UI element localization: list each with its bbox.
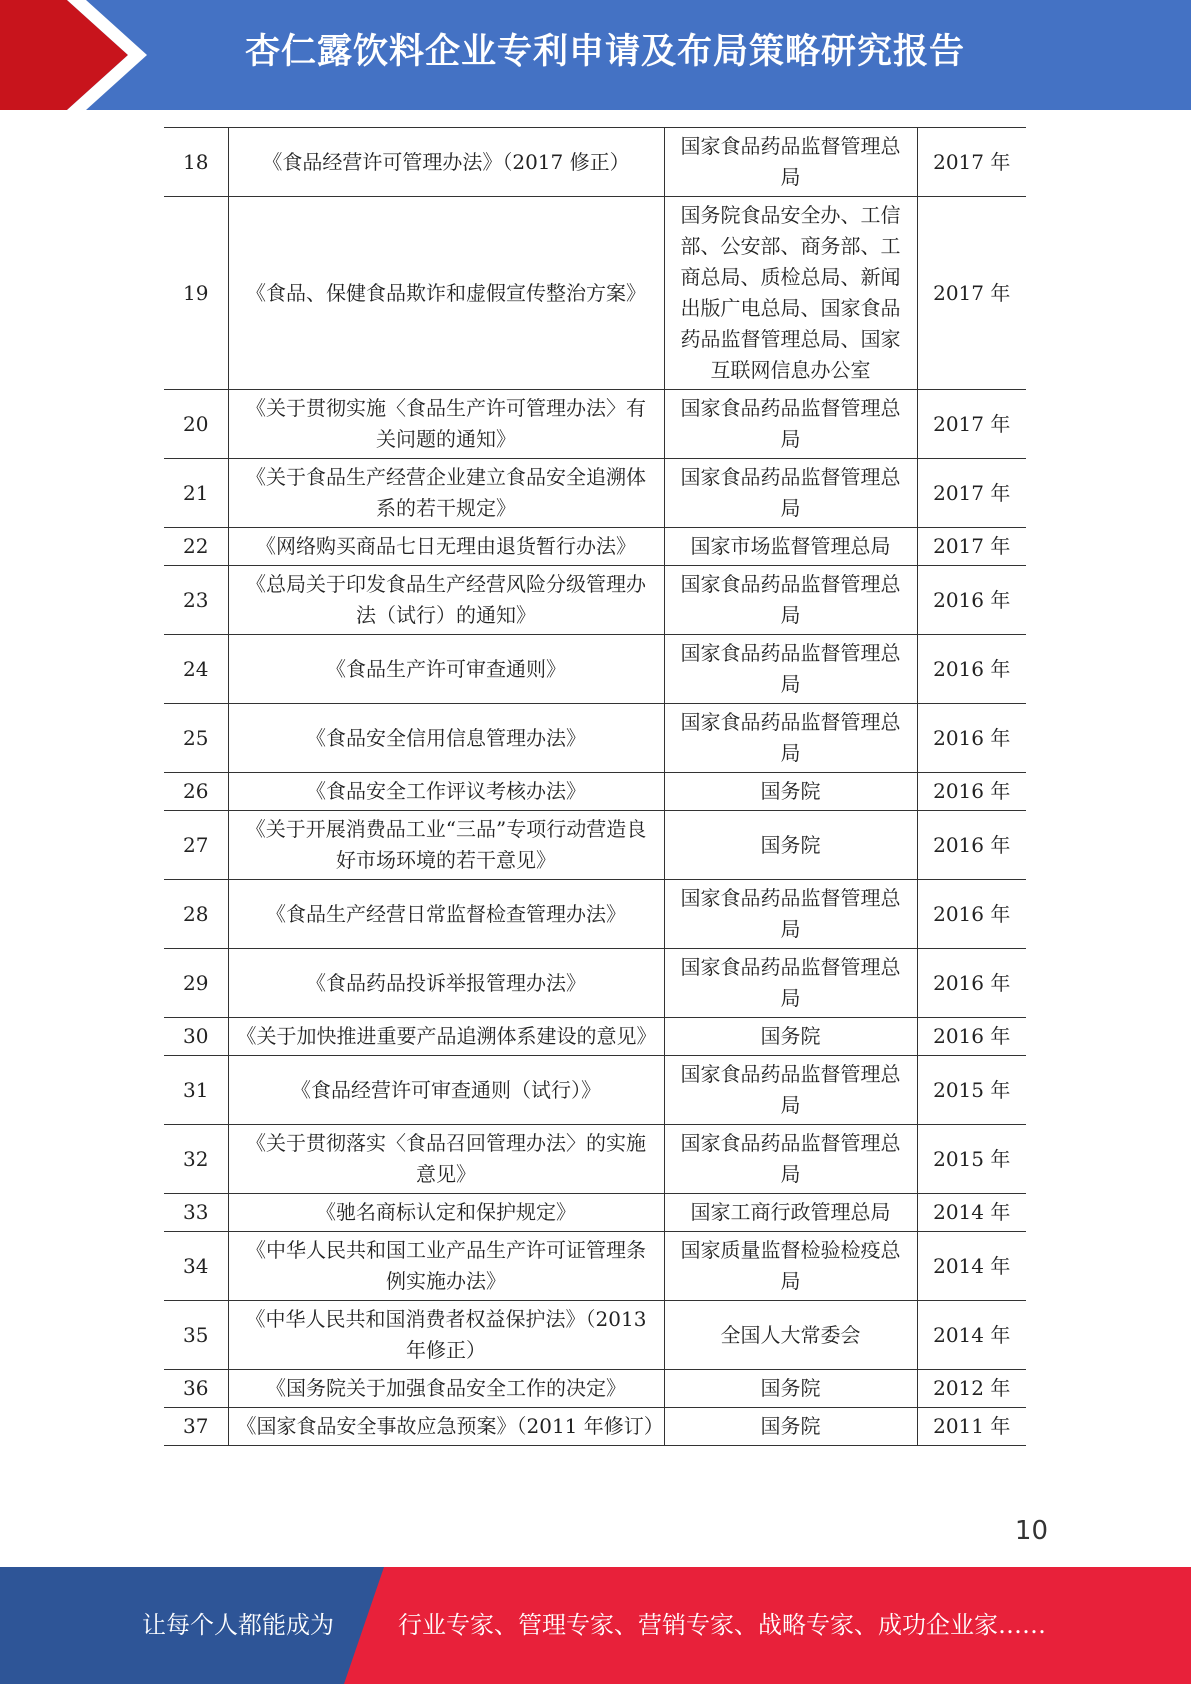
issuing-authority-cell: 国家食品药品监督管理总局 (664, 1056, 917, 1125)
issuing-authority-cell: 国家质量监督检验检疫总局 (664, 1232, 917, 1301)
table-row (164, 1232, 1026, 1301)
regulation-name-cell: 《食品经营许可管理办法》（2017 修正） (228, 128, 664, 197)
issuing-authority-cell: 国家食品药品监督管理总局 (664, 459, 917, 528)
table-row (164, 635, 1026, 704)
year-cell: 2011 年 (917, 1408, 1026, 1446)
row-number-cell: 28 (164, 880, 228, 949)
year-cell: 2017 年 (917, 528, 1026, 566)
issuing-authority-cell: 国家工商行政管理总局 (664, 1194, 917, 1232)
regulation-name-cell: 《中华人民共和国工业产品生产许可证管理条例实施办法》 (228, 1232, 664, 1301)
table-row (164, 1194, 1026, 1232)
issuing-authority-cell: 国家食品药品监督管理总局 (664, 949, 917, 1018)
row-number-cell: 36 (164, 1370, 228, 1408)
row-number-cell: 21 (164, 459, 228, 528)
table-row (164, 1301, 1026, 1370)
page-number: 10 (1014, 1516, 1048, 1546)
regulation-name-cell: 《关于贯彻实施〈食品生产许可管理办法〉有关问题的通知》 (228, 390, 664, 459)
year-cell: 2017 年 (917, 128, 1026, 197)
row-number-cell: 25 (164, 704, 228, 773)
issuing-authority-cell: 国家食品药品监督管理总局 (664, 128, 917, 197)
issuing-authority-cell: 国家食品药品监督管理总局 (664, 635, 917, 704)
regulation-name-cell: 《关于贯彻落实〈食品召回管理办法〉的实施意见》 (228, 1125, 664, 1194)
row-number-cell: 35 (164, 1301, 228, 1370)
table-row (164, 1370, 1026, 1408)
regulation-name-cell: 《食品生产许可审查通则》 (228, 635, 664, 704)
issuing-authority-cell: 国家食品药品监督管理总局 (664, 390, 917, 459)
regulation-name-cell: 《国务院关于加强食品安全工作的决定》 (228, 1370, 664, 1408)
regulation-name-cell: 《食品安全工作评议考核办法》 (228, 773, 664, 811)
table-row (164, 773, 1026, 811)
table-row (164, 528, 1026, 566)
year-cell: 2016 年 (917, 773, 1026, 811)
regulation-name-cell: 《关于开展消费品工业“三品”专项行动营造良好市场环境的若干意见》 (228, 811, 664, 880)
footer-slogan-left: 让每个人都能成为 (142, 1611, 334, 1639)
issuing-authority-cell: 国家食品药品监督管理总局 (664, 880, 917, 949)
regulation-name-cell: 《食品、保健食品欺诈和虚假宣传整治方案》 (228, 197, 664, 390)
row-number-cell: 18 (164, 128, 228, 197)
regulation-name-cell: 《食品药品投诉举报管理办法》 (228, 949, 664, 1018)
table-row (164, 1125, 1026, 1194)
row-number-cell: 33 (164, 1194, 228, 1232)
row-number-cell: 24 (164, 635, 228, 704)
regulation-name-cell: 《关于食品生产经营企业建立食品安全追溯体系的若干规定》 (228, 459, 664, 528)
year-cell: 2017 年 (917, 459, 1026, 528)
regulation-name-cell: 《食品安全信用信息管理办法》 (228, 704, 664, 773)
issuing-authority-cell: 国务院 (664, 1408, 917, 1446)
regulation-name-cell: 《驰名商标认定和保护规定》 (228, 1194, 664, 1232)
regulations-table-body (164, 128, 1026, 1446)
regulation-name-cell: 《食品经营许可审查通则（试行）》 (228, 1056, 664, 1125)
table-row (164, 197, 1026, 390)
report-title: 杏仁露饮料企业专利申请及布局策略研究报告 (245, 32, 966, 72)
year-cell: 2014 年 (917, 1194, 1026, 1232)
year-cell: 2017 年 (917, 390, 1026, 459)
year-cell: 2016 年 (917, 811, 1026, 880)
regulation-name-cell: 《网络购买商品七日无理由退货暂行办法》 (228, 528, 664, 566)
footer-banner (0, 1567, 1191, 1684)
issuing-authority-cell: 国家食品药品监督管理总局 (664, 1125, 917, 1194)
table-row (164, 566, 1026, 635)
year-cell: 2016 年 (917, 704, 1026, 773)
row-number-cell: 23 (164, 566, 228, 635)
row-number-cell: 37 (164, 1408, 228, 1446)
year-cell: 2016 年 (917, 566, 1026, 635)
year-cell: 2012 年 (917, 1370, 1026, 1408)
row-number-cell: 22 (164, 528, 228, 566)
issuing-authority-cell: 国务院食品安全办、工信部、公安部、商务部、工商总局、质检总局、新闻出版广电总局、国家食品药品监督管理总局、国家互联网信息办公室 (664, 197, 917, 390)
table-row (164, 704, 1026, 773)
issuing-authority-cell: 国务院 (664, 773, 917, 811)
row-number-cell: 29 (164, 949, 228, 1018)
row-number-cell: 30 (164, 1018, 228, 1056)
regulations-table (164, 127, 1026, 1446)
regulations-table-container (164, 127, 1026, 1446)
header-banner (0, 0, 1191, 110)
year-cell: 2016 年 (917, 880, 1026, 949)
year-cell: 2016 年 (917, 1018, 1026, 1056)
year-cell: 2014 年 (917, 1232, 1026, 1301)
issuing-authority-cell: 全国人大常委会 (664, 1301, 917, 1370)
issuing-authority-cell: 国家食品药品监督管理总局 (664, 566, 917, 635)
footer-slogan-right: 行业专家、管理专家、营销专家、战略专家、成功企业家…… (398, 1611, 1046, 1639)
regulation-name-cell: 《中华人民共和国消费者权益保护法》（2013 年修正） (228, 1301, 664, 1370)
issuing-authority-cell: 国家食品药品监督管理总局 (664, 704, 917, 773)
year-cell: 2016 年 (917, 635, 1026, 704)
regulation-name-cell: 《食品生产经营日常监督检查管理办法》 (228, 880, 664, 949)
issuing-authority-cell: 国务院 (664, 811, 917, 880)
year-cell: 2015 年 (917, 1125, 1026, 1194)
table-row (164, 1056, 1026, 1125)
year-cell: 2015 年 (917, 1056, 1026, 1125)
table-row (164, 1018, 1026, 1056)
row-number-cell: 27 (164, 811, 228, 880)
table-row (164, 459, 1026, 528)
regulation-name-cell: 《总局关于印发食品生产经营风险分级管理办法（试行）的通知》 (228, 566, 664, 635)
year-cell: 2017 年 (917, 197, 1026, 390)
row-number-cell: 31 (164, 1056, 228, 1125)
issuing-authority-cell: 国务院 (664, 1370, 917, 1408)
regulation-name-cell: 《关于加快推进重要产品追溯体系建设的意见》 (228, 1018, 664, 1056)
issuing-authority-cell: 国家市场监督管理总局 (664, 528, 917, 566)
row-number-cell: 26 (164, 773, 228, 811)
table-row (164, 880, 1026, 949)
year-cell: 2014 年 (917, 1301, 1026, 1370)
table-row (164, 390, 1026, 459)
regulation-name-cell: 《国家食品安全事故应急预案》（2011 年修订） (228, 1408, 664, 1446)
year-cell: 2016 年 (917, 949, 1026, 1018)
row-number-cell: 34 (164, 1232, 228, 1301)
table-row (164, 128, 1026, 197)
row-number-cell: 19 (164, 197, 228, 390)
row-number-cell: 20 (164, 390, 228, 459)
table-row (164, 1408, 1026, 1446)
row-number-cell: 32 (164, 1125, 228, 1194)
table-row (164, 811, 1026, 880)
issuing-authority-cell: 国务院 (664, 1018, 917, 1056)
table-row (164, 949, 1026, 1018)
chevron-arrow-icon (0, 0, 160, 110)
